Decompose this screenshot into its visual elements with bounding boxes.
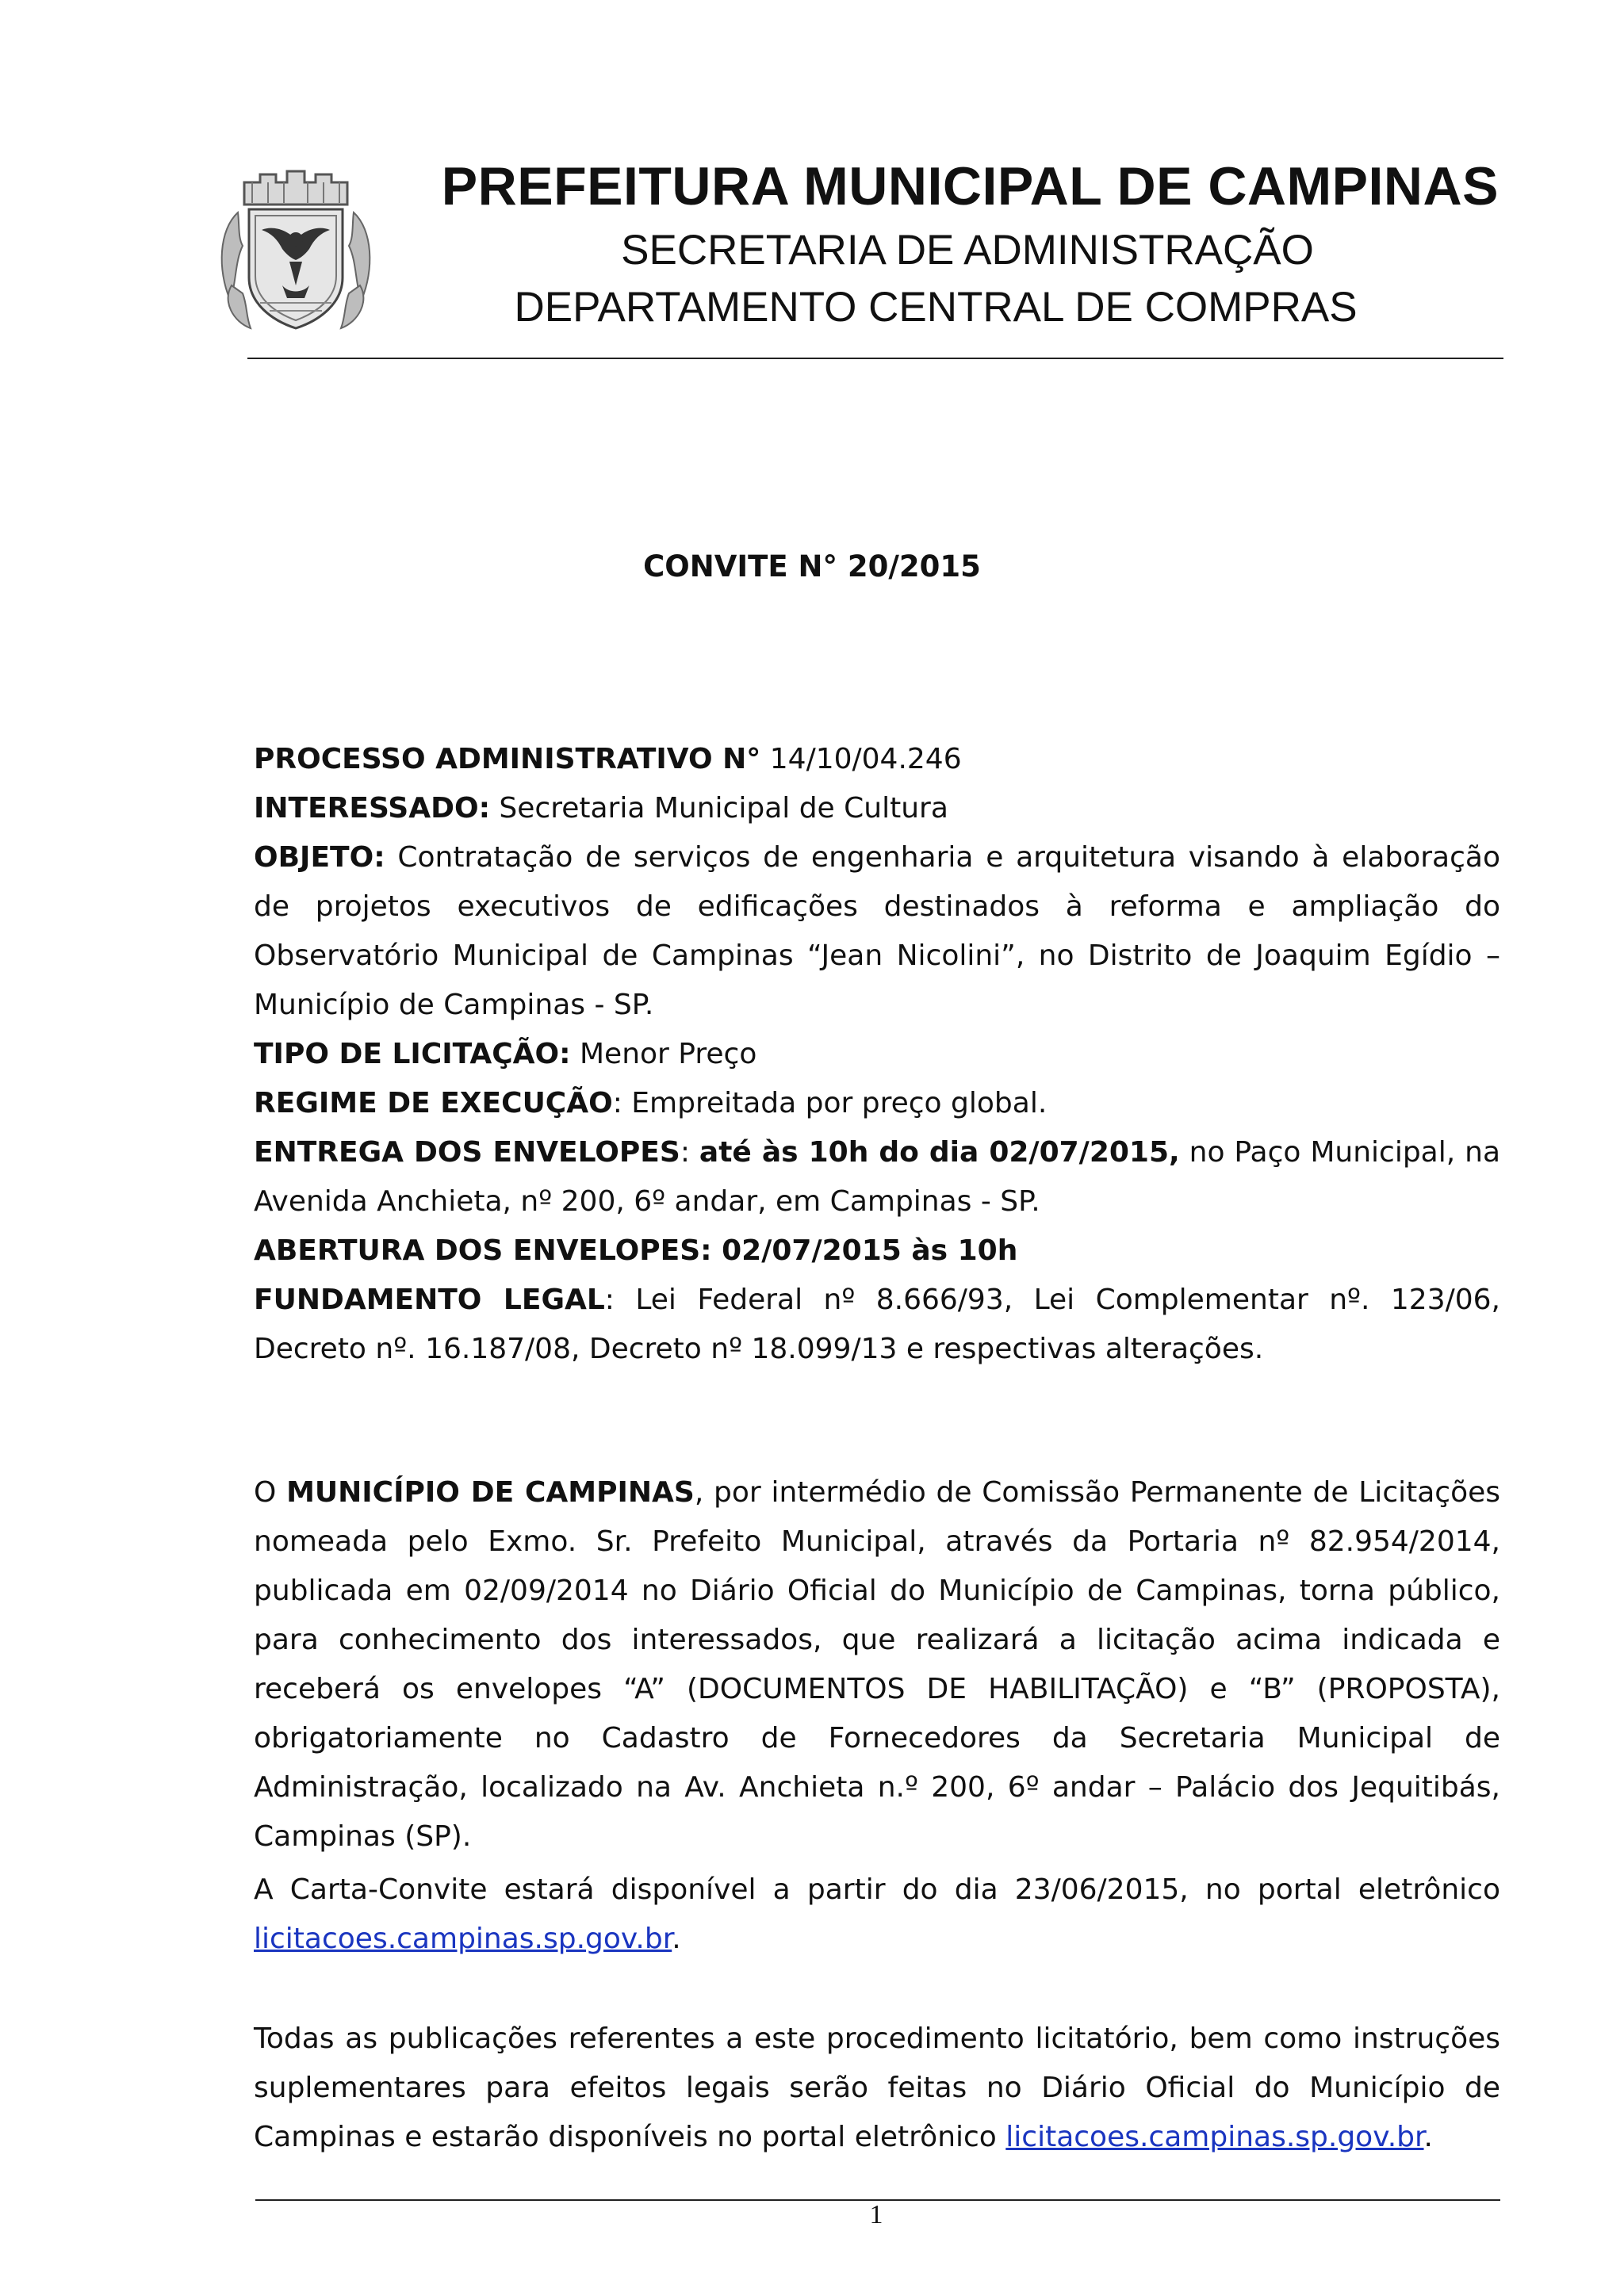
abertura-line	[254, 1226, 1500, 1276]
paragraph-publicacoes	[254, 2015, 1500, 2162]
header-subtitle-departamento: DEPARTAMENTO CENTRAL DE COMPRAS	[514, 284, 1358, 331]
paragraph-1-rest: , por intermédio de Comissão Permanente de Licitações nomeada pelo Exmo. Sr. Prefeito Municipal, através da Portaria nº 82.954/2014, publicada em 02/09/2014 no Diário Oficial do Município de Campinas, torna público, para conhecimento dos interessados, que realizará a licitação acima indicada e receberá os envelopes “A” (DOCUMENTOS DE HABILITAÇÃO) e “B” (PROPOSTA), obrigatoriamente no Cadastro de Fornecedores da Secretaria Municipal de Administração, localizado na Av. Anchieta n.º 200, 6º andar – Palácio dos Jequitibás, Campinas (SP).	[254, 1476, 1501, 1853]
entrega-label: ENTREGA DOS ENVELOPES	[254, 1136, 680, 1169]
page-number: 1	[869, 2200, 883, 2229]
paragraph-1-municipio: MUNICÍPIO DE CAMPINAS	[286, 1476, 695, 1509]
entrega-line	[254, 1128, 1500, 1226]
interessado-line	[254, 784, 1500, 833]
processo-value: 14/10/04.246	[760, 743, 962, 775]
regime-line	[254, 1079, 1500, 1128]
abertura-label: ABERTURA DOS ENVELOPES: 02/07/2015 às 10h	[254, 1234, 1018, 1267]
paragraph-2-text: A Carta-Convite estará disponível a partir do dia 23/06/2015, no portal eletrônico	[254, 1873, 1500, 1906]
portal-link[interactable]: licitacoes.campinas.sp.gov.br	[254, 1923, 672, 1955]
tipo-line	[254, 1030, 1500, 1079]
header-subtitle-secretaria: SECRETARIA DE ADMINISTRAÇÃO	[621, 227, 1314, 274]
regime-value: : Empreitada por preço global.	[612, 1087, 1048, 1119]
paragraph-3-end: .	[1423, 2121, 1433, 2153]
fundamento-line	[254, 1276, 1500, 1374]
fundamento-value: : Lei Federal nº 8.666/93, Lei Complementar nº. 123/06, Decreto nº. 16.187/08, Decreto nº 18.099/13 e respectivas alterações.	[254, 1284, 1500, 1365]
processo-label: PROCESSO ADMINISTRATIVO N°	[254, 743, 761, 775]
objeto-label: OBJETO:	[254, 841, 385, 874]
paragraph-municipio	[254, 1468, 1500, 1862]
paragraph-carta-convite	[254, 1866, 1500, 1964]
processo-line	[254, 735, 1500, 784]
fundamento-label: FUNDAMENTO LEGAL	[254, 1284, 605, 1316]
tipo-label: TIPO DE LICITAÇÃO:	[254, 1038, 571, 1070]
paragraph-3-text: Todas as publicações referentes a este procedimento licitatório, bem como instruções suplementares para efeitos legais serão feitas no Diário Oficial do Município de Campinas e estarão disponíveis no portal eletrônico	[254, 2022, 1500, 2153]
entrega-deadline: até às 10h do dia 02/07/2015,	[699, 1136, 1180, 1169]
paragraph-2-end: .	[672, 1923, 681, 1955]
header-divider	[247, 358, 1503, 359]
objeto-value: Contratação de serviços de engenharia e arquitetura visando à elaboração de projetos executivos de edificações destinados à reforma e ampliação do Observatório Municipal de Campinas “Jean Nicolini”, no Distrito de Joaquim Egídio – Município de Campinas - SP.	[254, 841, 1500, 1021]
objeto-line	[254, 833, 1500, 1030]
page-title: PREFEITURA MUNICIPAL DE CAMPINAS	[441, 156, 1499, 216]
entrega-value: no Paço Municipal, na Avenida Anchieta, nº 200, 6º andar, em Campinas - SP.	[254, 1136, 1501, 1218]
paragraph-1-start: O	[254, 1476, 287, 1509]
entrega-separator: :	[680, 1136, 699, 1169]
document-title: CONVITE N° 20/2015	[643, 549, 981, 584]
regime-label: REGIME DE EXECUÇÃO	[254, 1087, 613, 1119]
portal-link-2[interactable]: licitacoes.campinas.sp.gov.br	[1005, 2121, 1424, 2153]
interessado-label: INTERESSADO:	[254, 792, 490, 825]
info-block	[254, 735, 1500, 1374]
interessado-value: Secretaria Municipal de Cultura	[489, 792, 948, 825]
tipo-value: Menor Preço	[570, 1038, 757, 1070]
